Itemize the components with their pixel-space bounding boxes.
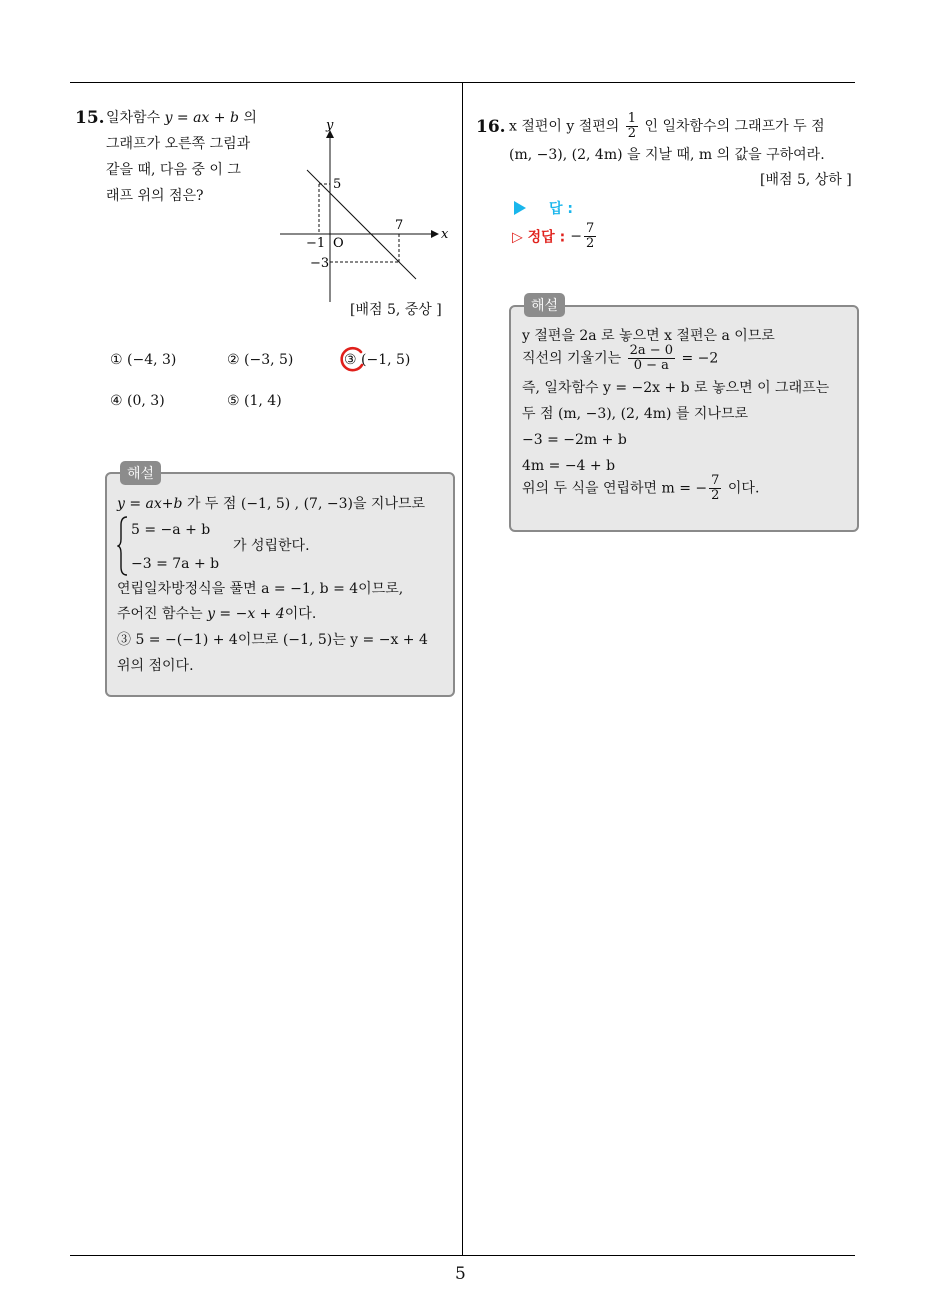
choice-mark: ⑤ [227, 393, 240, 409]
answer-label: 답 : [549, 201, 573, 217]
q15-solution-badge: 해설 [120, 461, 161, 485]
slope-den: 0 − a [633, 358, 669, 373]
correct-num: 7 [586, 221, 595, 236]
choice-mark: ③ [344, 352, 357, 368]
q15-sys-eq1: 5 = −a + b [131, 522, 211, 538]
choice-value: (−3, 5) [244, 352, 294, 368]
answer-play-icon [514, 201, 526, 215]
q15-choice-1[interactable] [110, 352, 176, 368]
q15-sol-line5 [117, 602, 316, 626]
m-fraction [709, 474, 721, 503]
q16-frac-den: 2 [627, 126, 637, 141]
q16-sol-line7 [522, 474, 759, 503]
q15-sys-eq2: −3 = 7a + b [131, 556, 220, 572]
correct-answer [512, 222, 598, 251]
column-divider [462, 83, 463, 1255]
origin-label: O [333, 236, 344, 251]
q16-number: 16. [476, 117, 506, 137]
q15-number: 15. [75, 108, 105, 128]
q16-sol-line5: −3 = −2m + b [522, 432, 627, 448]
y-axis-label: y [326, 118, 334, 133]
q15-expr: y = ax + b [164, 110, 239, 126]
q16-line2: (m, −3), (2, 4m) 을 지날 때, m 의 값을 구하여라. [509, 147, 825, 163]
correct-sign: − [570, 228, 582, 245]
q15-sol-line5-tail: 이다. [284, 606, 317, 622]
choice-mark: ② [227, 352, 240, 368]
x-axis-label: x [441, 227, 449, 242]
q15-sol-line5-text: 주어진 함수는 [117, 606, 203, 622]
q15-text-line4: 래프 위의 점은? [106, 188, 204, 204]
q15-sol-line4: 연립일차방정식을 풀면 a = −1, b = 4이므로, [117, 581, 404, 597]
q16-sol-line6: 4m = −4 + b [522, 458, 616, 474]
correct-den: 2 [586, 236, 595, 251]
m-num: 7 [711, 473, 720, 488]
q15-text-line1-tail: 의 [243, 110, 257, 126]
correct-label: ▷ 정답 : [512, 229, 566, 246]
q16-sol-line7-text: 위의 두 식을 연립하면 m = − [522, 480, 708, 497]
tick-neg1: −1 [306, 236, 326, 251]
q15-sol-line1-text: 가 두 점 (−1, 5) , (7, −3)을 지나므로 [186, 496, 426, 512]
tick-neg3: −3 [310, 256, 330, 271]
choice-value: (0, 3) [127, 393, 165, 409]
m-den: 2 [711, 488, 720, 503]
q15-sol-line7: 위의 점이다. [117, 658, 194, 674]
q15-score: [배점 5, 중상 ] [350, 302, 442, 318]
tick-5: 5 [333, 177, 342, 192]
q15-choice-5[interactable] [227, 393, 282, 409]
correct-fraction [584, 222, 596, 251]
q15-text-line1 [106, 106, 257, 130]
q16-sol-line4: 두 점 (m, −3), (2, 4m) 를 지나므로 [522, 406, 749, 422]
q16-sol-line3: 즉, 일차함수 y = −2x + b 로 놓으면 이 그래프는 [522, 380, 830, 396]
page-number: 5 [455, 1264, 466, 1284]
q16-line1 [509, 112, 825, 141]
q15-sys-tail: 가 성립한다. [233, 538, 310, 554]
slope-num: 2a − 0 [629, 343, 674, 358]
q16-score: [배점 5, 상하 ] [760, 172, 852, 188]
answer-input[interactable] [580, 198, 700, 218]
choice-mark: ④ [110, 393, 123, 409]
q16-line1-a: x 절편이 y 절편의 [509, 118, 620, 135]
q15-sol-line6: ③ 5 = −(−1) + 4이므로 (−1, 5)는 y = −x + 4 [117, 632, 428, 648]
q16-line1-b: 인 일차함수의 그래프가 두 점 [644, 118, 825, 135]
q16-sol-line1: y 절편을 2a 로 놓으면 x 절편은 a 이므로 [522, 328, 775, 344]
q16-frac-num: 1 [627, 111, 637, 126]
q15-choice-4[interactable] [110, 393, 165, 409]
q15-sol-expr: y = ax+b [117, 496, 183, 512]
q15-sol-line5-expr: y = −x + 4 [207, 606, 285, 622]
q15-text-line1-a: 일차함수 [106, 110, 161, 126]
choice-mark: ① [110, 352, 123, 368]
choice-value: (−4, 3) [127, 352, 177, 368]
slope-fraction [628, 344, 675, 373]
q15-text-line2: 그래프가 오른쪽 그림과 [106, 136, 251, 152]
q16-sol-line2-text: 직선의 기울기는 [522, 350, 622, 367]
q16-sol-line2 [522, 344, 718, 373]
q16-solution-badge: 해설 [524, 293, 565, 317]
system-brace-icon [117, 515, 129, 577]
choice-value: (−1, 5) [361, 352, 411, 368]
q16-sol-line7-tail: 이다. [727, 480, 760, 497]
tick-7: 7 [395, 218, 404, 233]
q16-fraction [626, 112, 638, 141]
choice-value: (1, 4) [244, 393, 282, 409]
q15-choice-2[interactable] [227, 352, 293, 368]
q16-sol-line2-tail: = −2 [681, 350, 719, 367]
q15-graph [275, 112, 460, 307]
bottom-rule [70, 1255, 855, 1256]
q15-text-line3: 같을 때, 다음 중 이 그 [106, 162, 241, 178]
q15-sol-line1 [117, 492, 425, 516]
selected-answer-circle-icon [337, 346, 367, 374]
